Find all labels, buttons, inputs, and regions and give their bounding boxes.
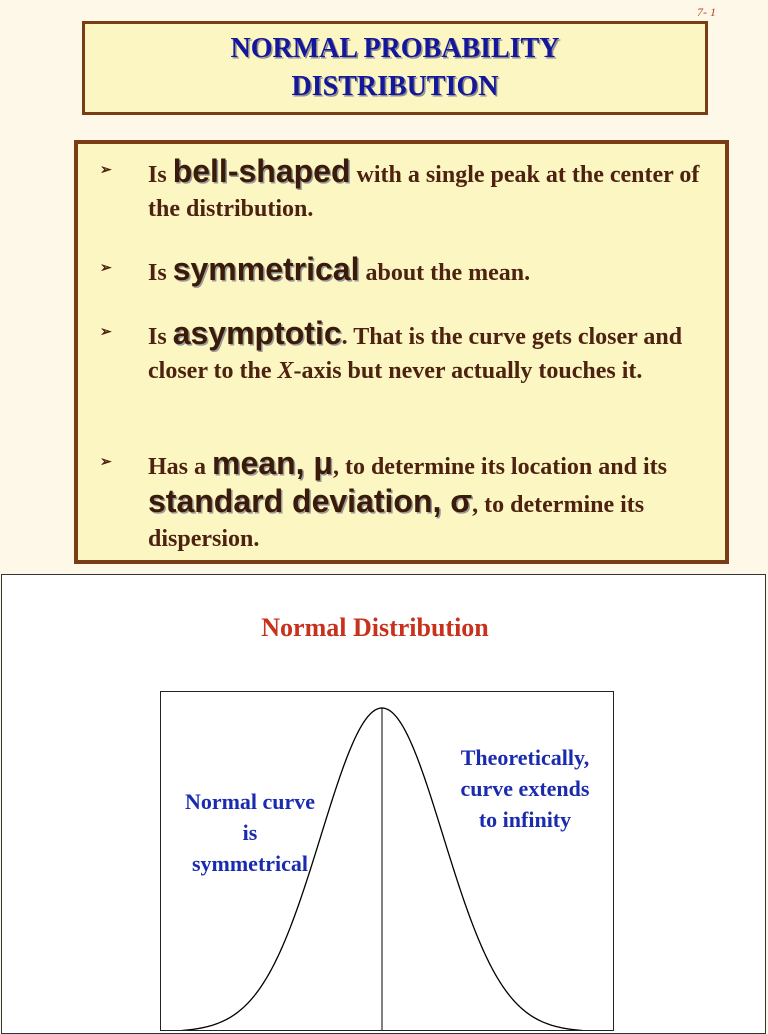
bullet-item <box>100 446 700 556</box>
annotation-infinity: Theoretically, curve extends to infinity <box>460 745 590 832</box>
title-box <box>82 21 708 115</box>
bullet-text: Has a mean, μ, to determine its location and its standard deviation, σ, to determine its dispersion. <box>148 445 667 552</box>
keyword: symmetrical <box>172 251 360 287</box>
bullet-text: Is asymptotic. That is the curve gets closer and closer to the X-axis but never actually touches it. <box>148 315 683 384</box>
bullet-item <box>100 154 700 226</box>
bullet-item <box>100 316 700 388</box>
bullet-item <box>100 252 700 290</box>
bullet-text: Is symmetrical about the mean. <box>148 251 531 287</box>
keyword: mean, μ <box>212 445 333 481</box>
annotation-symmetrical: Normal curve is symmetrical <box>184 789 316 876</box>
bullet-text: Is bell-shaped with a single peak at the center of the distribution. <box>148 153 700 222</box>
keyword: asymptotic <box>172 315 342 351</box>
chart-title: Normal Distribution <box>261 613 489 642</box>
arrow-bullet-icon: ➢ <box>100 455 112 470</box>
page-number: 7- 1 <box>697 5 716 19</box>
keyword: standard deviation, σ <box>148 483 473 519</box>
bullet-list <box>74 140 729 564</box>
title-line-1: NORMAL PROBABILITY <box>230 33 560 64</box>
keyword: bell-shaped <box>172 153 351 189</box>
arrow-bullet-icon: ➢ <box>100 325 112 340</box>
chart-slide <box>1 574 766 1034</box>
page-title <box>230 30 559 106</box>
arrow-bullet-icon: ➢ <box>100 163 112 178</box>
arrow-bullet-icon: ➢ <box>100 261 112 276</box>
title-line-2: DISTRIBUTION <box>291 71 499 102</box>
